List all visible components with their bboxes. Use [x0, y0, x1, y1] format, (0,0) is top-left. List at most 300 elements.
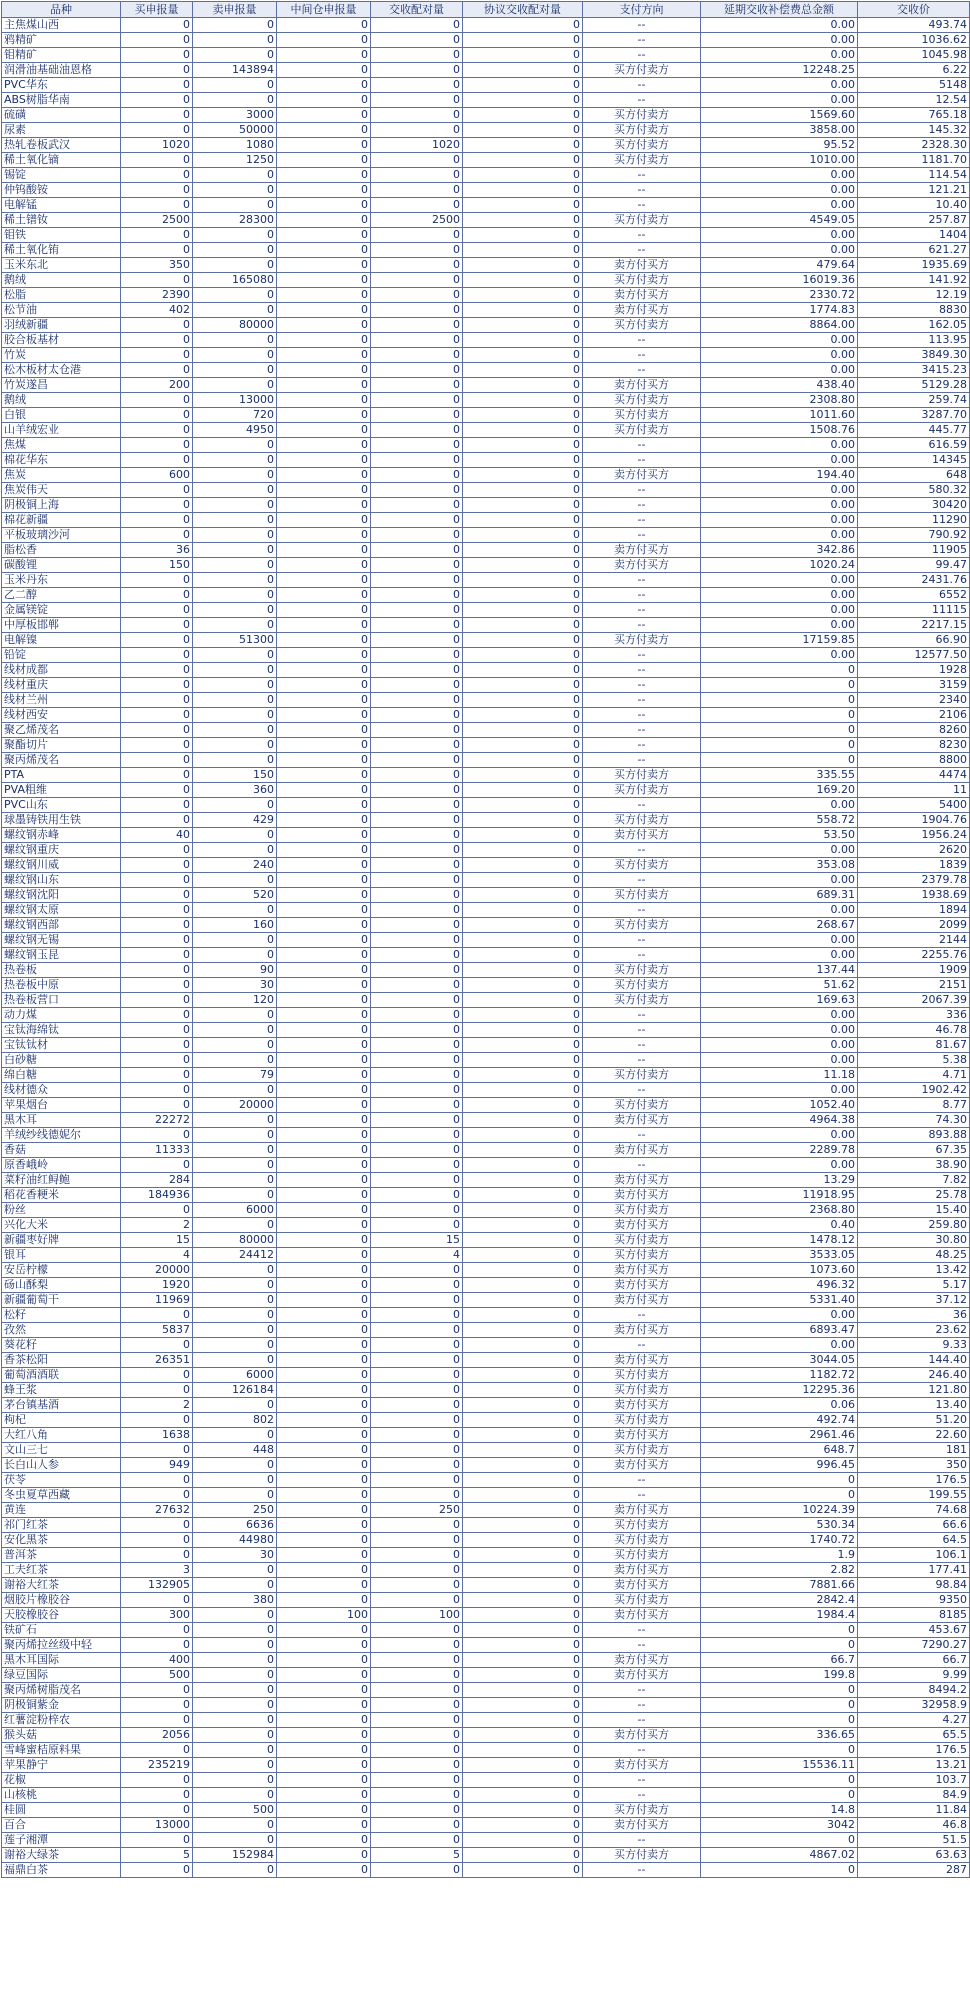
deferred-compensation-cell: 0.00 — [701, 228, 858, 243]
payment-direction-cell: -- — [583, 843, 701, 858]
table-row — [2, 1728, 970, 1743]
payment-direction-cell: -- — [583, 1038, 701, 1053]
table-row — [2, 378, 970, 393]
delivery-matched-cell: 0 — [371, 1683, 463, 1698]
sell-declared-cell: 0 — [193, 1158, 277, 1173]
sell-declared-cell: 0 — [193, 48, 277, 63]
buy-declared-cell: 0 — [121, 1158, 193, 1173]
intermediate-declared-cell: 0 — [277, 1773, 371, 1788]
delivery-matched-cell: 0 — [371, 1083, 463, 1098]
delivery-price-cell: 66.90 — [858, 633, 970, 648]
delivery-price-cell: 3287.70 — [858, 408, 970, 423]
buy-declared-cell: 0 — [121, 18, 193, 33]
deferred-compensation-cell: 0.00 — [701, 78, 858, 93]
payment-direction-cell: -- — [583, 1743, 701, 1758]
intermediate-declared-cell: 0 — [277, 1473, 371, 1488]
delivery-price-cell: 66.6 — [858, 1518, 970, 1533]
sell-declared-cell: 13000 — [193, 393, 277, 408]
deferred-compensation-cell: 0.00 — [701, 1128, 858, 1143]
sell-declared-cell: 0 — [193, 843, 277, 858]
intermediate-declared-cell: 0 — [277, 1578, 371, 1593]
sell-declared-cell: 0 — [193, 1308, 277, 1323]
sell-declared-cell: 0 — [193, 288, 277, 303]
intermediate-declared-cell: 0 — [277, 1278, 371, 1293]
sell-declared-cell: 0 — [193, 648, 277, 663]
table-row — [2, 1098, 970, 1113]
sell-declared-cell: 0 — [193, 1353, 277, 1368]
delivery-matched-cell: 0 — [371, 1413, 463, 1428]
product-cell: ABS树脂华南 — [2, 93, 121, 108]
payment-direction-cell: 卖方付买方 — [583, 303, 701, 318]
sell-declared-cell: 79 — [193, 1068, 277, 1083]
buy-declared-cell: 0 — [121, 1863, 193, 1878]
agreement-matched-cell: 0 — [463, 648, 583, 663]
intermediate-declared-cell: 0 — [277, 363, 371, 378]
deferred-compensation-cell: 11918.95 — [701, 1188, 858, 1203]
delivery-price-cell: 9.99 — [858, 1668, 970, 1683]
payment-direction-cell: 买方付卖方 — [583, 1593, 701, 1608]
intermediate-declared-cell: 0 — [277, 1713, 371, 1728]
table-row — [2, 1683, 970, 1698]
sell-declared-cell: 0 — [193, 1398, 277, 1413]
payment-direction-cell: 买方付卖方 — [583, 1803, 701, 1818]
payment-direction-cell: -- — [583, 873, 701, 888]
agreement-matched-cell: 0 — [463, 1473, 583, 1488]
intermediate-declared-cell: 0 — [277, 78, 371, 93]
delivery-matched-cell: 0 — [371, 1668, 463, 1683]
table-row — [2, 873, 970, 888]
delivery-price-cell: 8494.2 — [858, 1683, 970, 1698]
intermediate-declared-cell: 0 — [277, 813, 371, 828]
product-cell: 焦炭 — [2, 468, 121, 483]
intermediate-declared-cell: 0 — [277, 273, 371, 288]
payment-direction-cell: -- — [583, 708, 701, 723]
delivery-price-cell: 13.40 — [858, 1398, 970, 1413]
payment-direction-cell: 买方付卖方 — [583, 318, 701, 333]
product-cell: 山羊绒宏业 — [2, 423, 121, 438]
deferred-compensation-cell: 0.00 — [701, 93, 858, 108]
buy-declared-cell: 0 — [121, 528, 193, 543]
payment-direction-cell: -- — [583, 1863, 701, 1878]
agreement-matched-cell: 0 — [463, 858, 583, 873]
sell-declared-cell: 51300 — [193, 633, 277, 648]
agreement-matched-cell: 0 — [463, 1293, 583, 1308]
buy-declared-cell: 0 — [121, 1698, 193, 1713]
payment-direction-cell: -- — [583, 78, 701, 93]
table-row — [2, 258, 970, 273]
product-cell: 粉丝 — [2, 1203, 121, 1218]
intermediate-declared-cell: 0 — [277, 1083, 371, 1098]
agreement-matched-cell: 0 — [463, 1818, 583, 1833]
buy-declared-cell: 235219 — [121, 1758, 193, 1773]
delivery-price-cell: 1839 — [858, 858, 970, 873]
intermediate-declared-cell: 0 — [277, 213, 371, 228]
deferred-compensation-cell: 1508.76 — [701, 423, 858, 438]
payment-direction-cell: -- — [583, 483, 701, 498]
intermediate-declared-cell: 0 — [277, 408, 371, 423]
agreement-matched-cell: 0 — [463, 333, 583, 348]
delivery-price-cell: 2067.39 — [858, 993, 970, 1008]
product-cell: 螺纹钢太原 — [2, 903, 121, 918]
agreement-matched-cell: 0 — [463, 63, 583, 78]
delivery-price-cell: 30420 — [858, 498, 970, 513]
agreement-matched-cell: 0 — [463, 198, 583, 213]
delivery-matched-cell: 0 — [371, 1443, 463, 1458]
table-row — [2, 1818, 970, 1833]
table-row — [2, 1188, 970, 1203]
agreement-matched-cell: 0 — [463, 1713, 583, 1728]
intermediate-declared-cell: 0 — [277, 1443, 371, 1458]
buy-declared-cell: 0 — [121, 1068, 193, 1083]
sell-declared-cell: 0 — [193, 348, 277, 363]
table-row — [2, 948, 970, 963]
deferred-compensation-cell: 6893.47 — [701, 1323, 858, 1338]
delivery-price-cell: 162.05 — [858, 318, 970, 333]
delivery-price-cell: 3415.23 — [858, 363, 970, 378]
deferred-compensation-cell: 558.72 — [701, 813, 858, 828]
product-cell: 蜂王浆 — [2, 1383, 121, 1398]
payment-direction-cell: -- — [583, 1683, 701, 1698]
product-cell: 葡萄酒酒联 — [2, 1368, 121, 1383]
table-row — [2, 1833, 970, 1848]
buy-declared-cell: 0 — [121, 348, 193, 363]
delivery-price-cell: 1181.70 — [858, 153, 970, 168]
intermediate-declared-cell: 0 — [277, 708, 371, 723]
agreement-matched-cell: 0 — [463, 753, 583, 768]
product-cell: PTA — [2, 768, 121, 783]
deferred-compensation-cell: 95.52 — [701, 138, 858, 153]
agreement-matched-cell: 0 — [463, 618, 583, 633]
agreement-matched-cell: 0 — [463, 888, 583, 903]
product-cell: 文山三七 — [2, 1443, 121, 1458]
agreement-matched-cell: 0 — [463, 183, 583, 198]
buy-declared-cell: 0 — [121, 603, 193, 618]
table-row — [2, 933, 970, 948]
delivery-matched-cell: 0 — [371, 1758, 463, 1773]
deferred-compensation-cell: 0.00 — [701, 588, 858, 603]
table-row — [2, 1503, 970, 1518]
delivery-matched-cell: 0 — [371, 63, 463, 78]
table-row — [2, 1758, 970, 1773]
table-row — [2, 663, 970, 678]
agreement-matched-cell: 0 — [463, 153, 583, 168]
table-row — [2, 1518, 970, 1533]
intermediate-declared-cell: 0 — [277, 873, 371, 888]
product-cell: 安岳柠檬 — [2, 1263, 121, 1278]
buy-declared-cell: 0 — [121, 813, 193, 828]
agreement-matched-cell: 0 — [463, 483, 583, 498]
delivery-price-cell: 2106 — [858, 708, 970, 723]
buy-declared-cell: 0 — [121, 513, 193, 528]
payment-direction-cell: 卖方付买方 — [583, 1728, 701, 1743]
agreement-matched-cell: 0 — [463, 93, 583, 108]
buy-declared-cell: 0 — [121, 273, 193, 288]
payment-direction-cell: -- — [583, 183, 701, 198]
delivery-matched-cell: 0 — [371, 888, 463, 903]
product-cell: 热卷板营口 — [2, 993, 121, 1008]
delivery-price-cell: 36 — [858, 1308, 970, 1323]
intermediate-declared-cell: 0 — [277, 1113, 371, 1128]
delivery-price-cell: 453.67 — [858, 1623, 970, 1638]
product-cell: 尿素 — [2, 123, 121, 138]
delivery-matched-cell: 0 — [371, 363, 463, 378]
agreement-matched-cell: 0 — [463, 1308, 583, 1323]
product-cell: 工夫红茶 — [2, 1563, 121, 1578]
sell-declared-cell: 3000 — [193, 108, 277, 123]
payment-direction-cell: -- — [583, 1338, 701, 1353]
payment-direction-cell: -- — [583, 1308, 701, 1323]
table-row — [2, 138, 970, 153]
sell-declared-cell: 150 — [193, 768, 277, 783]
table-row — [2, 453, 970, 468]
deferred-compensation-cell: 10224.39 — [701, 1503, 858, 1518]
intermediate-declared-cell: 0 — [277, 1008, 371, 1023]
delivery-price-cell: 2431.76 — [858, 573, 970, 588]
table-row — [2, 1233, 970, 1248]
buy-declared-cell: 11969 — [121, 1293, 193, 1308]
payment-direction-cell: 买方付卖方 — [583, 1848, 701, 1863]
delivery-price-cell: 141.92 — [858, 273, 970, 288]
table-row — [2, 168, 970, 183]
payment-direction-cell: 买方付卖方 — [583, 813, 701, 828]
product-cell: 钼精矿 — [2, 48, 121, 63]
delivery-matched-cell: 0 — [371, 198, 463, 213]
sell-declared-cell: 0 — [193, 1143, 277, 1158]
sell-declared-cell: 0 — [193, 1698, 277, 1713]
buy-declared-cell: 0 — [121, 423, 193, 438]
deferred-compensation-cell: 8864.00 — [701, 318, 858, 333]
payment-direction-cell: -- — [583, 738, 701, 753]
sell-declared-cell: 0 — [193, 1563, 277, 1578]
delivery-price-cell: 6.22 — [858, 63, 970, 78]
buy-declared-cell: 13000 — [121, 1818, 193, 1833]
agreement-matched-cell: 0 — [463, 708, 583, 723]
payment-direction-cell: -- — [583, 228, 701, 243]
sell-declared-cell: 0 — [193, 1668, 277, 1683]
delivery-matched-cell: 0 — [371, 423, 463, 438]
delivery-matched-cell: 0 — [371, 633, 463, 648]
intermediate-declared-cell: 0 — [277, 1218, 371, 1233]
product-cell: 猴头菇 — [2, 1728, 121, 1743]
buy-declared-cell: 0 — [121, 618, 193, 633]
table-row — [2, 63, 970, 78]
agreement-matched-cell: 0 — [463, 1098, 583, 1113]
sell-declared-cell: 0 — [193, 948, 277, 963]
delivery-matched-cell: 0 — [371, 1068, 463, 1083]
delivery-matched-cell: 0 — [371, 843, 463, 858]
payment-direction-cell: -- — [583, 1008, 701, 1023]
payment-direction-cell: 卖方付买方 — [583, 1173, 701, 1188]
intermediate-declared-cell: 0 — [277, 693, 371, 708]
delivery-price-cell: 23.62 — [858, 1323, 970, 1338]
deferred-compensation-cell: 0.00 — [701, 1308, 858, 1323]
delivery-matched-cell: 0 — [371, 108, 463, 123]
buy-declared-cell: 0 — [121, 873, 193, 888]
payment-direction-cell: 买方付卖方 — [583, 1203, 701, 1218]
sell-declared-cell: 0 — [193, 1263, 277, 1278]
deferred-compensation-cell: 479.64 — [701, 258, 858, 273]
intermediate-declared-cell: 0 — [277, 258, 371, 273]
delivery-price-cell: 5.38 — [858, 1053, 970, 1068]
intermediate-declared-cell: 0 — [277, 1818, 371, 1833]
product-cell: 黑木耳国际 — [2, 1653, 121, 1668]
deferred-compensation-cell: 0 — [701, 723, 858, 738]
intermediate-declared-cell: 0 — [277, 393, 371, 408]
delivery-matched-cell: 0 — [371, 618, 463, 633]
delivery-price-cell: 176.5 — [858, 1473, 970, 1488]
intermediate-declared-cell: 0 — [277, 1143, 371, 1158]
delivery-price-cell: 98.84 — [858, 1578, 970, 1593]
delivery-price-cell: 121.21 — [858, 183, 970, 198]
sell-declared-cell: 0 — [193, 1188, 277, 1203]
product-cell: 螺纹钢无锡 — [2, 933, 121, 948]
deferred-compensation-cell: 0 — [701, 1788, 858, 1803]
product-cell: 谢裕大红茶 — [2, 1578, 121, 1593]
table-row — [2, 1638, 970, 1653]
table-row — [2, 438, 970, 453]
buy-declared-cell: 0 — [121, 753, 193, 768]
deferred-compensation-cell: 0.40 — [701, 1218, 858, 1233]
agreement-matched-cell: 0 — [463, 903, 583, 918]
agreement-matched-cell: 0 — [463, 1323, 583, 1338]
delivery-matched-cell: 0 — [371, 813, 463, 828]
table-row — [2, 1803, 970, 1818]
product-cell: 焦煤 — [2, 438, 121, 453]
agreement-matched-cell: 0 — [463, 1653, 583, 1668]
deferred-compensation-cell: 996.45 — [701, 1458, 858, 1473]
agreement-matched-cell: 0 — [463, 1623, 583, 1638]
delivery-matched-cell: 0 — [371, 1383, 463, 1398]
intermediate-declared-cell: 0 — [277, 1593, 371, 1608]
product-cell: 螺纹钢沈阳 — [2, 888, 121, 903]
deferred-compensation-cell: 53.50 — [701, 828, 858, 843]
buy-declared-cell: 20000 — [121, 1263, 193, 1278]
agreement-matched-cell: 0 — [463, 1443, 583, 1458]
deferred-compensation-cell: 0.00 — [701, 1053, 858, 1068]
delivery-matched-cell: 0 — [371, 903, 463, 918]
table-row — [2, 903, 970, 918]
delivery-price-cell: 621.27 — [858, 243, 970, 258]
intermediate-declared-cell: 0 — [277, 603, 371, 618]
table-row — [2, 1353, 970, 1368]
agreement-matched-cell: 0 — [463, 1863, 583, 1878]
deferred-compensation-cell: 1774.83 — [701, 303, 858, 318]
deferred-compensation-cell: 0.00 — [701, 363, 858, 378]
delivery-matched-cell: 0 — [371, 663, 463, 678]
deferred-compensation-cell: 51.62 — [701, 978, 858, 993]
product-cell: 雪峰蜜桔原料果 — [2, 1743, 121, 1758]
intermediate-declared-cell: 0 — [277, 528, 371, 543]
intermediate-declared-cell: 0 — [277, 1863, 371, 1878]
agreement-matched-cell: 0 — [463, 513, 583, 528]
delivery-matched-cell: 0 — [371, 1713, 463, 1728]
payment-direction-cell: -- — [583, 1638, 701, 1653]
table-row — [2, 1743, 970, 1758]
sell-declared-cell: 160 — [193, 918, 277, 933]
product-cell: 竹炭遂昌 — [2, 378, 121, 393]
deferred-compensation-cell: 2330.72 — [701, 288, 858, 303]
product-cell: 热轧卷板武汉 — [2, 138, 121, 153]
payment-direction-cell: 买方付卖方 — [583, 1248, 701, 1263]
product-cell: 白砂糖 — [2, 1053, 121, 1068]
intermediate-declared-cell: 0 — [277, 753, 371, 768]
table-row — [2, 693, 970, 708]
table-row — [2, 288, 970, 303]
intermediate-declared-cell: 0 — [277, 723, 371, 738]
delivery-matched-cell: 0 — [371, 543, 463, 558]
buy-declared-cell: 0 — [121, 588, 193, 603]
table-row — [2, 273, 970, 288]
delivery-price-cell: 1404 — [858, 228, 970, 243]
product-cell: 菜籽油红鲟鲍 — [2, 1173, 121, 1188]
sell-declared-cell: 0 — [193, 78, 277, 93]
sell-declared-cell: 380 — [193, 1593, 277, 1608]
product-cell: 螺纹钢山东 — [2, 873, 121, 888]
sell-declared-cell: 0 — [193, 603, 277, 618]
buy-declared-cell: 0 — [121, 1773, 193, 1788]
payment-direction-cell: -- — [583, 1698, 701, 1713]
product-cell: 黑木耳 — [2, 1113, 121, 1128]
payment-direction-cell: 卖方付买方 — [583, 258, 701, 273]
payment-direction-cell: 买方付卖方 — [583, 123, 701, 138]
buy-declared-cell: 0 — [121, 1023, 193, 1038]
sell-declared-cell: 0 — [193, 258, 277, 273]
sell-declared-cell: 0 — [193, 1128, 277, 1143]
delivery-matched-cell: 0 — [371, 1518, 463, 1533]
intermediate-declared-cell: 0 — [277, 1698, 371, 1713]
table-row — [2, 18, 970, 33]
deferred-compensation-cell: 648.7 — [701, 1443, 858, 1458]
payment-direction-cell: -- — [583, 1773, 701, 1788]
product-cell: PVC华东 — [2, 78, 121, 93]
payment-direction-cell: -- — [583, 1128, 701, 1143]
agreement-matched-cell: 0 — [463, 18, 583, 33]
product-cell: 热卷板 — [2, 963, 121, 978]
product-cell: 银耳 — [2, 1248, 121, 1263]
buy-declared-cell: 0 — [121, 78, 193, 93]
intermediate-declared-cell: 0 — [277, 123, 371, 138]
delivery-price-cell: 114.54 — [858, 168, 970, 183]
table-row — [2, 303, 970, 318]
product-cell: 葵花籽 — [2, 1338, 121, 1353]
payment-direction-cell: -- — [583, 948, 701, 963]
intermediate-declared-cell: 0 — [277, 963, 371, 978]
delivery-matched-cell: 0 — [371, 1578, 463, 1593]
sell-declared-cell: 0 — [193, 618, 277, 633]
product-cell: 桂圆 — [2, 1803, 121, 1818]
product-cell: 棉花新疆 — [2, 513, 121, 528]
delivery-matched-cell: 0 — [371, 753, 463, 768]
sell-declared-cell: 429 — [193, 813, 277, 828]
delivery-price-cell: 648 — [858, 468, 970, 483]
deferred-compensation-cell: 342.86 — [701, 543, 858, 558]
payment-direction-cell: 买方付卖方 — [583, 783, 701, 798]
sell-declared-cell: 90 — [193, 963, 277, 978]
sell-declared-cell: 0 — [193, 1008, 277, 1023]
deferred-compensation-cell: 0 — [701, 738, 858, 753]
delivery-matched-cell: 0 — [371, 183, 463, 198]
product-cell: 线材西安 — [2, 708, 121, 723]
intermediate-declared-cell: 0 — [277, 468, 371, 483]
sell-declared-cell: 448 — [193, 1443, 277, 1458]
table-row — [2, 1398, 970, 1413]
product-cell: 孜然 — [2, 1323, 121, 1338]
sell-declared-cell: 0 — [193, 798, 277, 813]
buy-declared-cell: 0 — [121, 63, 193, 78]
intermediate-declared-cell: 0 — [277, 153, 371, 168]
delivery-matched-cell: 0 — [371, 528, 463, 543]
buy-declared-cell: 0 — [121, 678, 193, 693]
